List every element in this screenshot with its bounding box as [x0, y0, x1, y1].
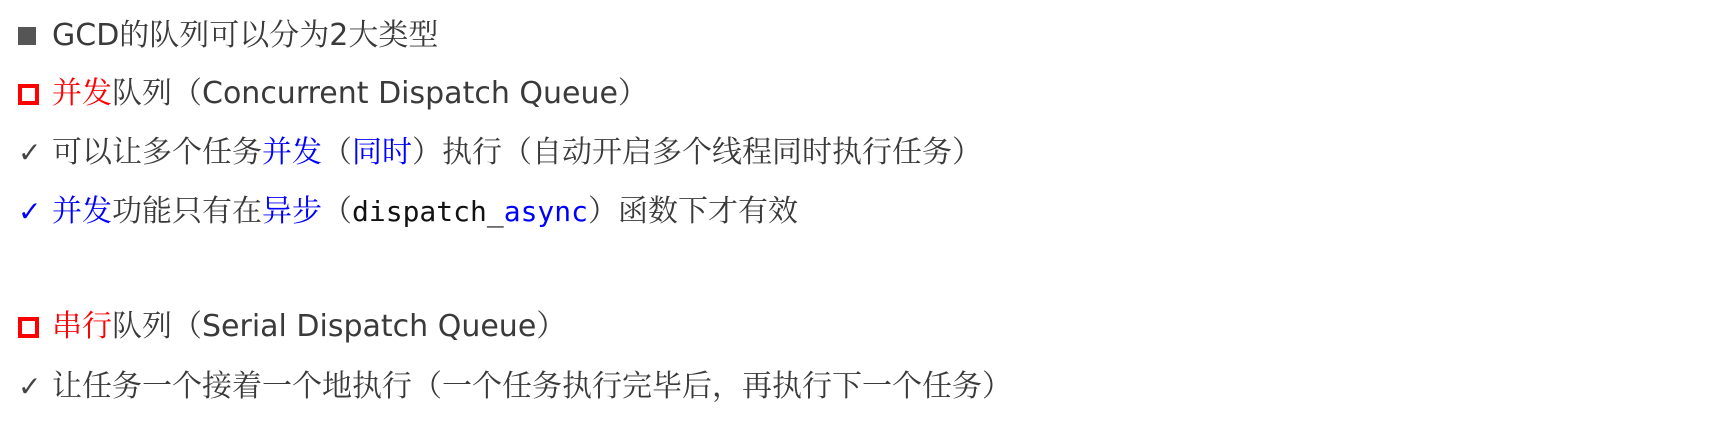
concurrent-highlight: 并发: [262, 135, 322, 170]
serial-heading-text: 队列（Serial Dispatch Queue）: [112, 309, 567, 344]
outline-square-bullet-icon: [18, 84, 52, 105]
code-dispatch-prefix: dispatch_: [352, 195, 504, 228]
point-text: ）执行（自动开启多个线程同时执行任务）: [412, 135, 982, 170]
concurrent-heading-text: 队列（Concurrent Dispatch Queue）: [112, 76, 648, 111]
concurrent-keyword: 并发: [52, 76, 112, 111]
async-highlight: 异步: [262, 194, 322, 229]
serial-queue-heading: [18, 303, 566, 351]
concurrent-highlight: 并发: [52, 194, 112, 229]
serial-keyword: 串行: [52, 309, 112, 344]
concurrent-queue-heading: [18, 70, 648, 118]
filled-square-bullet-icon: [18, 27, 52, 45]
checkmark-icon: ✓: [18, 370, 42, 403]
point-text: （: [322, 135, 352, 170]
point-text: （: [322, 194, 352, 229]
code-async-suffix: async: [503, 195, 589, 228]
point-text: 让任务一个接着一个地执行（一个任务执行完毕后，再执行下一个任务）: [52, 369, 1012, 404]
point-text: ）函数下才有效: [588, 194, 799, 229]
outline-square-bullet-icon: [18, 317, 52, 338]
checkmark-icon: ✓: [18, 136, 42, 169]
serial-point-1: [18, 363, 1012, 411]
concurrent-point-2: [18, 188, 798, 236]
checkmark-icon: ✓: [18, 195, 42, 228]
concurrent-point-1: [18, 129, 982, 177]
title-line: [18, 12, 438, 60]
point-text: 可以让多个任务: [52, 135, 262, 170]
point-text: 功能只有在: [112, 194, 262, 229]
title-text: GCD的队列可以分为2大类型: [52, 18, 439, 53]
simultaneous-highlight: 同时: [352, 135, 412, 170]
